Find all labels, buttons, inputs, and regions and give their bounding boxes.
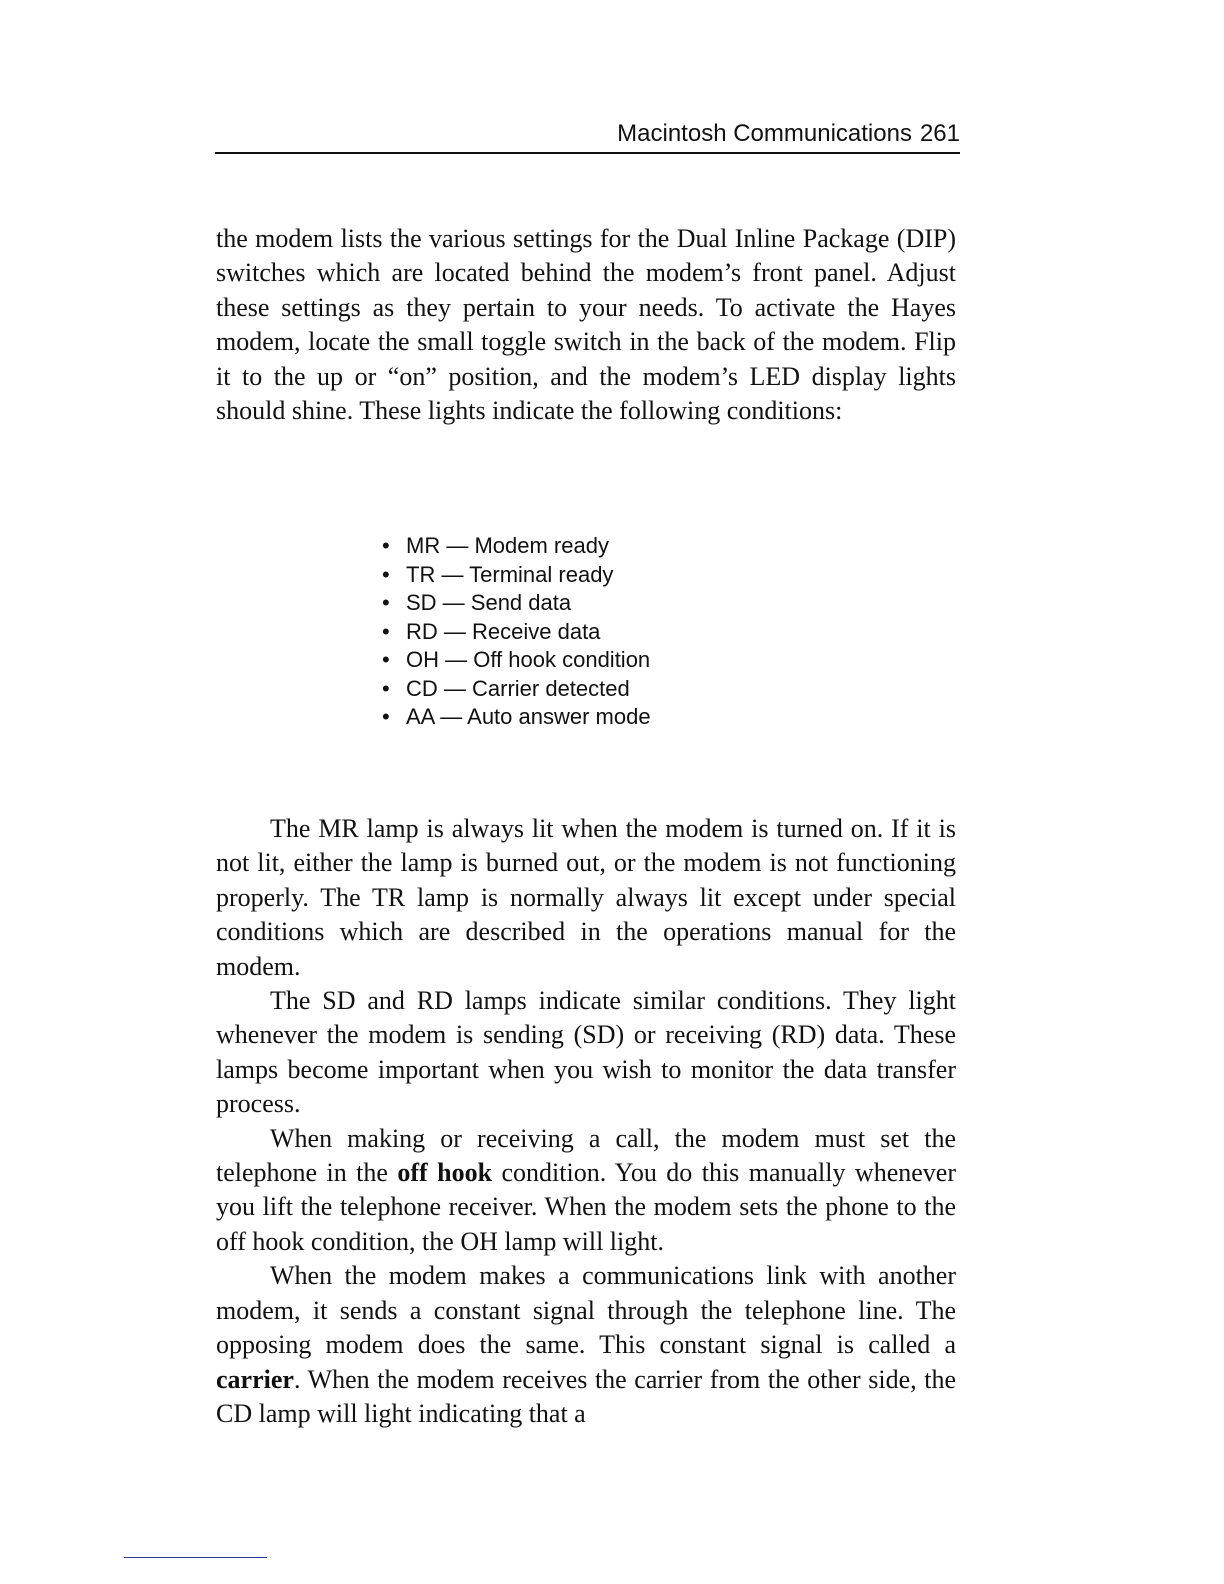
list-item <box>382 703 651 732</box>
bullet-icon: • <box>382 590 390 615</box>
lamp-label: OH — Off hook condition <box>406 647 651 672</box>
off-hook-text-end: condition. You do this manually whenever you lift the telephone receiver. When the modem sets the phone to the off hook condition, the OH lamp will light. <box>216 1158 956 1256</box>
off-hook-paragraph <box>216 1122 956 1260</box>
page-number: 261 <box>919 120 960 147</box>
bullet-icon: • <box>382 647 390 672</box>
off-hook-text-start: When making or receiving a call, the modem must set the telephone in the <box>216 1123 956 1188</box>
list-item <box>382 561 651 590</box>
off-hook-term: off hook <box>397 1158 493 1188</box>
bullet-icon: • <box>382 618 390 644</box>
footnote-rule <box>124 1557 267 1558</box>
lamp-label: RD — Receive data <box>406 618 601 644</box>
carrier-text-start: When the modem makes a communications link with another modem, it sends a constant signal through the telephone line. The opposing modem does the same. This constant signal is called a <box>216 1261 956 1360</box>
list-item <box>382 646 651 675</box>
list-item <box>382 532 651 561</box>
lamp-list <box>382 532 651 732</box>
bullet-icon: • <box>382 561 390 587</box>
bullet-icon: • <box>382 675 390 701</box>
lamp-label: SD — Send data <box>406 590 572 615</box>
carrier-term: carrier <box>216 1364 294 1394</box>
mr-lamp-paragraph: The MR lamp is always lit when the modem is turned on. If it is not lit, either the lamp is burned out, or the modem is not functioning properly. The TR lamp is normally always lit except under special conditions which are described in the operations manual for the modem. <box>216 814 956 981</box>
body-continuation <box>216 812 956 1431</box>
carrier-paragraph <box>216 1259 956 1431</box>
bullet-icon: • <box>382 533 390 558</box>
intro-paragraph: the modem lists the various settings for the Dual Inline Package (DIP) switches which are located behind the modem’s front panel. Adjust these settings as they pertain to your needs. To activate the Hayes modem, locate the small toggle switch in the back of the modem. Flip it to the up or “on” position, and the modem’s LED display lights should shine. These lights indicate the following conditions: <box>216 224 956 426</box>
list-item <box>382 589 651 618</box>
lamp-label: CD — Carrier detected <box>406 675 630 701</box>
bullet-icon: • <box>382 704 390 729</box>
carrier-text-end: . When the modem receives the carrier from the other side, the CD lamp will light indicating that a <box>216 1364 956 1428</box>
lamp-label: AA — Auto answer mode <box>406 704 651 729</box>
running-header-title: Macintosh Communications <box>617 120 912 147</box>
list-item <box>382 618 651 647</box>
sd-rd-lamps-paragraph: The SD and RD lamps indicate similar conditions. They light whenever the modem is sending (SD) or receiving (RD) data. These lamps become important when you wish to monitor the data transfer process. <box>216 986 956 1119</box>
lamp-label: MR — Modem ready <box>406 533 609 558</box>
lamp-label: TR — Terminal ready <box>406 561 614 587</box>
list-item <box>382 675 651 704</box>
running-header <box>215 116 960 154</box>
